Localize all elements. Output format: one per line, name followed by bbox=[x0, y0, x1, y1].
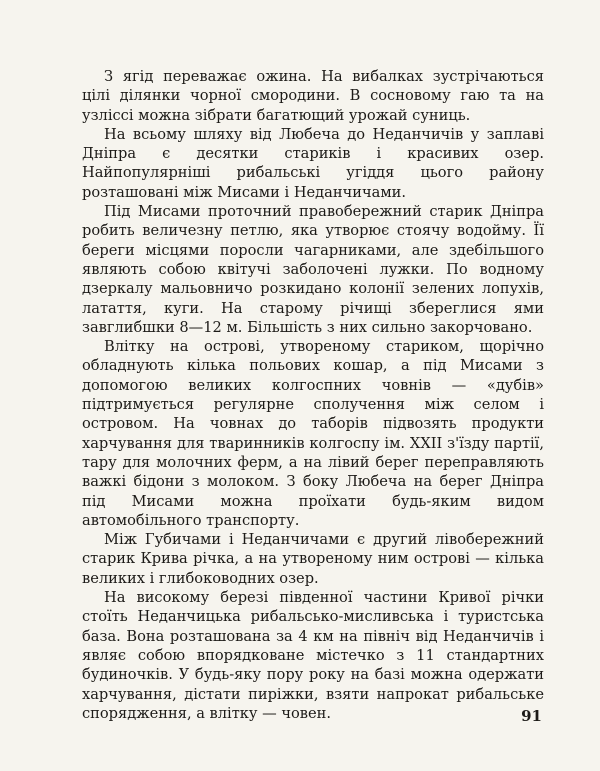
paragraph-mysy-oxbow: Під Мисами проточний правобережний старик Дніпра робить величезну петлю, яка утворює стоячу водойму. Її береги місцями поросли чагарниками, але здебільшого являють собою квітучі заболочені лужки. По водному дзеркалу мальовничо розкидано колонії зелених лопухів, латаття, куги. На старому річищі збереглися ями завглибшки 8—12 м. Більшість з них сильно закорчовано. bbox=[82, 203, 544, 336]
body-text bbox=[82, 67, 544, 723]
paragraph-berries: З ягід переважає ожина. На вибалках зустрічаються цілі ділянки чорної смородини. В сосновому гаю та на узліссі можна зібрати багатющий урожай суниць. bbox=[82, 68, 544, 124]
paragraph-kryva-richka: Між Губичами і Неданчичами є другий лівобережний старик Крива річка, а на утвореному ним острові — кілька великих і глибоководних озер. bbox=[82, 531, 544, 587]
paragraph-lakes: На всьому шляху від Любеча до Неданчичів у заплаві Дніпра є десятки стариків і красивих озер. Найпопулярніші рибальські угіддя цього району розташовані між Мисами і Неданчичами. bbox=[82, 125, 544, 201]
page-number: 91 bbox=[521, 707, 542, 725]
paragraph-island: Влітку на острові, утвореному стариком, щорічно обладнують кілька польових кошар, а під Мисами з допомогою великих колгоспних човнів — «дубів» підтримується регулярне сполучення між селом і островом. На човнах до таборів підвозять продукти харчування для тваринників колгоспу ім. XXII з'їзду партії, тару для молочних ферм, а на лівий берег переправляють важкі бідони з молоком. З боку Любеча на берег Дніпра під Мисами можна проїхати будь-яким видом автомобільного транспорту. bbox=[82, 338, 544, 529]
paragraph-base: На високому березі південної частини Кривої річки стоїть Неданчицька рибальсько-мисливська і туристська база. Вона розташована за 4 км на північ від Неданчичів і являє собою впорядковане містечко з 11 стандартних будиночків. У будь-яку пору року на базі можна одержати харчування, дістати пиріжки, взяти напрокат рибальське спорядження, а влітку — човен. bbox=[82, 589, 544, 722]
